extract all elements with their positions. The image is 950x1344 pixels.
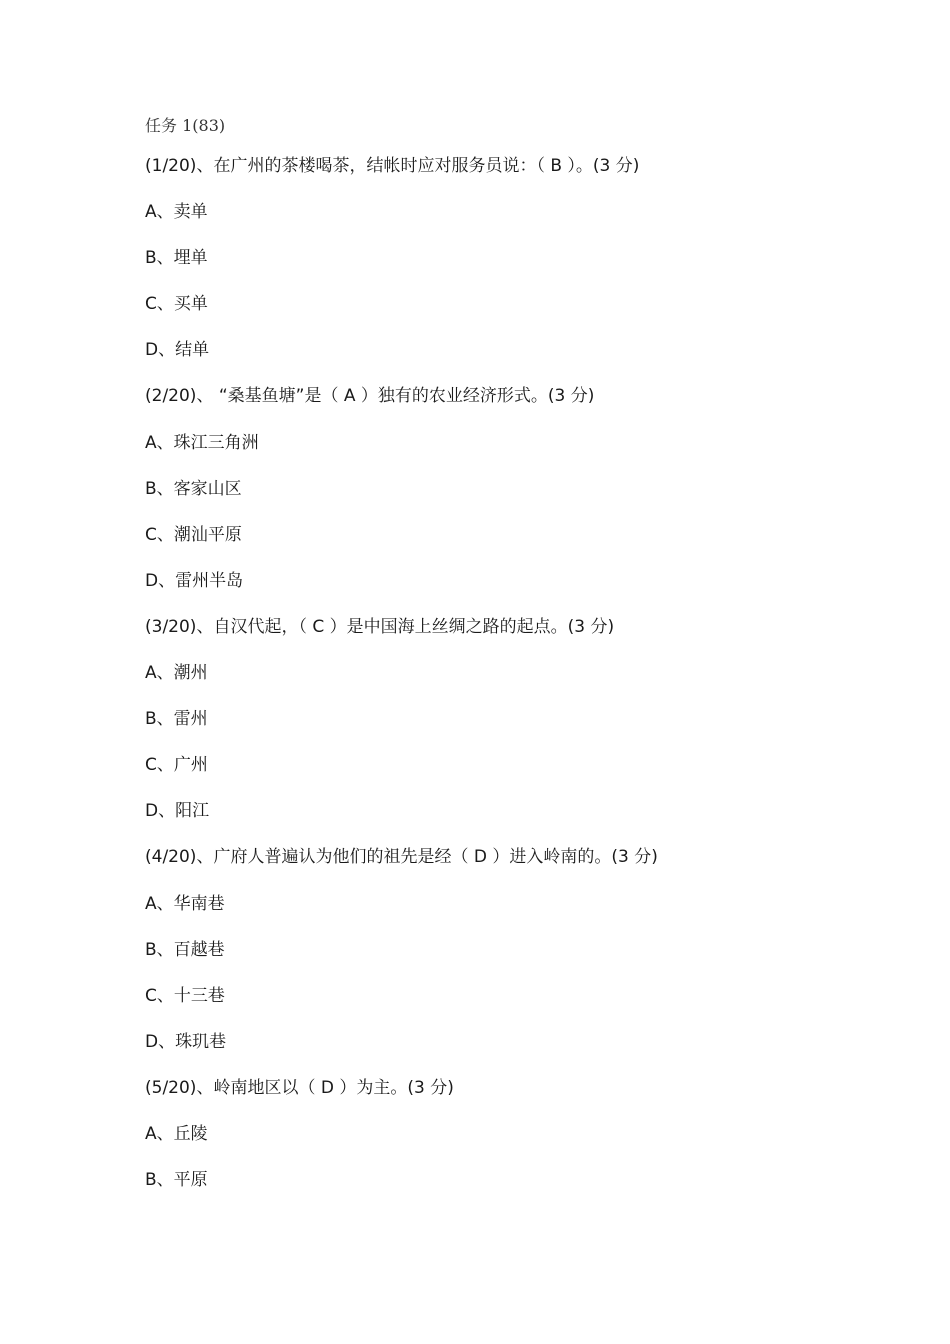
question-4-option-c: C、十三巷 [145, 985, 225, 1006]
question-stem-1: (1/20)、在广州的茶楼喝茶，结帐时应对服务员说：（ B ）。(3 分) [145, 156, 640, 176]
question-1-option-d: D、结单 [145, 340, 210, 361]
question-2-option-d: D、雷州半岛 [145, 570, 244, 591]
question-3-option-c: C、广州 [145, 755, 208, 776]
question-1-option-a: A、卖单 [145, 202, 208, 223]
question-list [145, 155, 905, 1215]
question-4-option-a: A、华南巷 [145, 893, 225, 914]
question-3-option-d: D、阳江 [145, 801, 210, 822]
task-title: 任务 1(83) [145, 116, 226, 135]
question-2-option-a: A、珠江三角洲 [145, 432, 259, 453]
question-3-option-a: A、潮州 [145, 663, 208, 684]
question-5-option-a: A、丘陵 [145, 1123, 208, 1144]
question-3-option-b: B、雷州 [145, 709, 208, 730]
question-4-option-d: D、珠玑巷 [145, 1031, 227, 1052]
question-5-option-b: B、平原 [145, 1170, 208, 1191]
question-2-option-c: C、潮汕平原 [145, 524, 242, 545]
question-4-option-b: B、百越巷 [145, 939, 225, 960]
question-stem-3: (3/20)、自汉代起，（ C ）是中国海上丝绸之路的起点。(3 分) [145, 616, 615, 637]
question-2-option-b: B、客家山区 [145, 478, 242, 499]
question-stem-2: (2/20)、 “桑基鱼塘”是（ A ）独有的农业经济形式。(3 分) [145, 386, 595, 407]
question-1-option-c: C、买单 [145, 294, 208, 315]
question-1-option-b: B、埋单 [145, 248, 208, 269]
question-stem-5: (5/20)、岭南地区以（ D ）为主。(3 分) [145, 1077, 454, 1098]
question-stem-4: (4/20)、广府人普遍认为他们的祖先是经（ D ）进入岭南的。(3 分) [145, 847, 658, 868]
